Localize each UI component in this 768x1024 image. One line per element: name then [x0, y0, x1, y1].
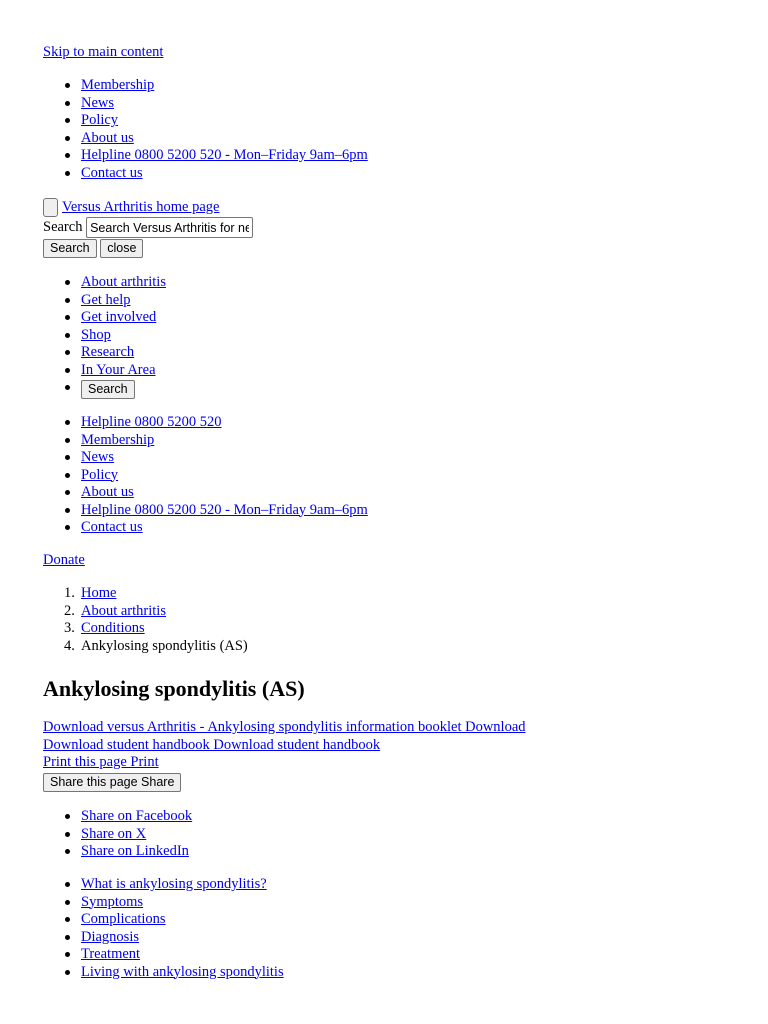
main-nav-link-get-help[interactable]: Get help — [81, 291, 131, 308]
secondary-nav-link-membership[interactable]: Membership — [81, 431, 155, 448]
donate-link[interactable]: Donate — [43, 552, 85, 568]
main-nav-link-in-your-area[interactable]: In Your Area — [81, 361, 156, 378]
share-item-linkedin — [43, 843, 192, 861]
main-nav-item-about-arthritis — [43, 274, 166, 292]
section-link-diagnosis[interactable]: Diagnosis — [81, 928, 139, 945]
share-facebook-link[interactable]: Share on Facebook — [81, 808, 193, 824]
section-link-living-with[interactable]: Living with ankylosing spondylitis — [81, 963, 284, 980]
breadcrumb-link-about-arthritis[interactable]: About arthritis — [81, 602, 166, 619]
donate-wrapper — [43, 552, 85, 570]
search-input[interactable] — [86, 217, 253, 238]
page-title-wrapper — [43, 676, 305, 702]
search-buttons — [43, 239, 143, 258]
breadcrumb — [43, 585, 248, 655]
main-nav-item-in-your-area — [43, 362, 166, 380]
section-item-complications — [43, 911, 284, 929]
secondary-nav-link-policy[interactable]: Policy — [81, 466, 119, 483]
logo-row — [43, 197, 219, 218]
secondary-nav-link-helpline-hours[interactable]: Helpline 0800 5200 520 - Mon–Friday 9am–6pm — [81, 501, 368, 518]
breadcrumb-item-current: 4. Ankylosing spondylitis (AS) — [64, 637, 248, 654]
section-item-living-with — [43, 964, 284, 982]
skip-link-wrapper — [43, 44, 163, 62]
top-nav — [43, 77, 368, 182]
secondary-nav-link-about-us[interactable]: About us — [81, 484, 134, 500]
search-label: Search — [43, 219, 83, 235]
main-nav-item-get-help — [43, 292, 166, 310]
share-x-link[interactable]: Share on X — [81, 825, 147, 842]
secondary-nav-item-news — [43, 449, 368, 467]
top-nav-item-membership — [43, 77, 368, 95]
top-nav-link-membership[interactable]: Membership — [81, 77, 155, 93]
section-link-what-is[interactable]: What is ankylosing spondylitis? — [81, 876, 267, 892]
secondary-nav-item-membership — [43, 432, 368, 450]
print-page-link[interactable]: Print this page Print — [43, 754, 159, 770]
page-sections-nav — [43, 876, 284, 981]
main-nav-search-button[interactable]: Search — [81, 380, 135, 399]
top-nav-link-about-us[interactable]: About us — [81, 129, 134, 146]
skip-to-main-content-link[interactable]: Skip to main content — [43, 44, 164, 60]
section-link-treatment[interactable]: Treatment — [81, 946, 141, 962]
breadcrumb-item-home: 1. Home — [64, 585, 117, 601]
secondary-nav-link-news[interactable]: News — [81, 449, 115, 465]
share-linkedin-link[interactable]: Share on LinkedIn — [81, 843, 189, 859]
breadcrumb-current-page: Ankylosing spondylitis (AS) — [81, 637, 248, 654]
page-title: Ankylosing spondylitis (AS) — [43, 676, 305, 701]
main-nav — [43, 274, 166, 400]
main-nav-link-shop[interactable]: Shop — [81, 326, 111, 343]
share-item-facebook — [43, 808, 192, 826]
secondary-nav-item-helpline — [43, 414, 368, 432]
main-nav-item-research — [43, 344, 166, 362]
top-nav-link-contact-us[interactable]: Contact us — [81, 164, 143, 181]
main-nav-link-research[interactable]: Research — [81, 344, 135, 360]
secondary-nav-item-helpline-hours — [43, 502, 368, 520]
search-submit-button[interactable]: Search — [43, 239, 97, 258]
download-handbook-link[interactable]: Download student handbook Download student handbook — [43, 736, 381, 753]
top-nav-link-policy[interactable]: Policy — [81, 112, 119, 128]
breadcrumb-link-conditions[interactable]: Conditions — [81, 620, 145, 636]
secondary-nav-item-policy — [43, 467, 368, 485]
breadcrumb-link-home[interactable]: Home — [81, 585, 117, 601]
main-nav-link-get-involved[interactable]: Get involved — [81, 309, 157, 325]
top-nav-item-contact-us — [43, 165, 368, 183]
section-item-what-is — [43, 876, 284, 894]
section-item-treatment — [43, 946, 284, 964]
logo-image-icon[interactable] — [43, 198, 58, 217]
secondary-nav-item-contact-us — [43, 519, 368, 537]
secondary-nav-link-contact-us[interactable]: Contact us — [81, 519, 143, 535]
top-nav-item-about-us — [43, 130, 368, 148]
main-nav-item-shop — [43, 327, 166, 345]
main-nav-link-about-arthritis[interactable]: About arthritis — [81, 274, 166, 290]
search-close-button[interactable]: close — [100, 239, 143, 258]
secondary-nav-link-helpline[interactable]: Helpline 0800 5200 520 — [81, 414, 222, 430]
top-nav-link-news[interactable]: News — [81, 94, 115, 111]
section-link-symptoms[interactable]: Symptoms — [81, 893, 144, 910]
section-item-symptoms — [43, 894, 284, 912]
main-nav-item-search — [43, 379, 166, 400]
search-form — [43, 217, 253, 238]
secondary-nav-item-about-us — [43, 484, 368, 502]
share-links — [43, 808, 192, 861]
top-nav-item-news — [43, 95, 368, 113]
home-page-link[interactable]: Versus Arthritis home page — [62, 199, 220, 215]
breadcrumb-item-about-arthritis: 2. About arthritis — [64, 602, 166, 619]
share-page-button[interactable]: Share this page Share — [43, 773, 181, 792]
section-link-complications[interactable]: Complications — [81, 911, 166, 927]
top-nav-item-policy — [43, 112, 368, 130]
share-item-x — [43, 826, 192, 844]
page-actions — [43, 719, 526, 793]
section-item-diagnosis — [43, 929, 284, 947]
main-nav-item-get-involved — [43, 309, 166, 327]
top-nav-item-helpline — [43, 147, 368, 165]
top-nav-link-helpline[interactable]: Helpline 0800 5200 520 - Mon–Friday 9am–6pm — [81, 147, 368, 163]
breadcrumb-item-conditions: 3. Conditions — [64, 620, 145, 636]
secondary-nav — [43, 414, 368, 537]
download-booklet-link[interactable]: Download versus Arthritis - Ankylosing spondylitis information booklet Download — [43, 719, 526, 735]
